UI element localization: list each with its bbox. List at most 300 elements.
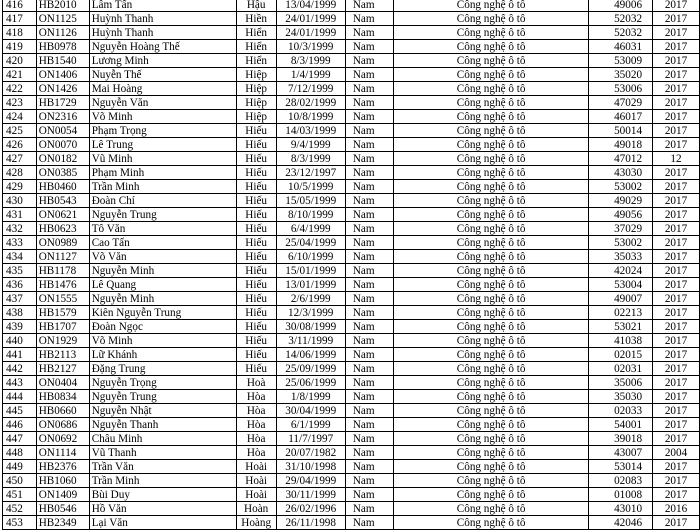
enroll-year-cell: 2017: [653, 124, 700, 138]
birth-date-cell: 14/03/1999: [276, 124, 345, 138]
major-cell: Công nghệ ô tô: [394, 432, 589, 446]
gender-cell: Nam: [345, 222, 393, 236]
given-name-cell: Hòa: [236, 432, 276, 446]
given-name-cell: Hiếu: [236, 250, 276, 264]
major-cell: Công nghệ ô tô: [394, 502, 589, 516]
birth-date-cell: 2/6/1999: [276, 292, 345, 306]
row-number-cell: 451: [3, 488, 37, 502]
class-code-cell: 39018: [588, 432, 652, 446]
table-row: [3, 362, 700, 376]
given-name-cell: Hiếu: [236, 362, 276, 376]
row-number-cell: 444: [3, 390, 37, 404]
row-number-cell: 445: [3, 404, 37, 418]
major-cell: Công nghệ ô tô: [394, 362, 589, 376]
given-name-cell: Hoà: [236, 376, 276, 390]
family-name-cell: Huỳnh Thanh: [89, 12, 236, 26]
class-code-cell: 42046: [588, 516, 652, 530]
family-name-cell: Lê Trung: [89, 138, 236, 152]
given-name-cell: Hiếu: [236, 138, 276, 152]
table-row: [3, 334, 700, 348]
row-number-cell: 426: [3, 138, 37, 152]
row-number-cell: 452: [3, 502, 37, 516]
row-number-cell: 421: [3, 68, 37, 82]
student-code-cell: HB0978: [36, 40, 89, 54]
class-code-cell: 52032: [588, 12, 652, 26]
class-code-cell: 41038: [588, 334, 652, 348]
given-name-cell: Hiếu: [236, 194, 276, 208]
major-cell: Công nghệ ô tô: [394, 348, 589, 362]
table-row: [3, 446, 700, 460]
enroll-year-cell: 2017: [653, 110, 700, 124]
given-name-cell: Hiển: [236, 40, 276, 54]
class-code-cell: 46031: [588, 40, 652, 54]
row-number-cell: 446: [3, 418, 37, 432]
enroll-year-cell: 2017: [653, 278, 700, 292]
class-code-cell: 02015: [588, 348, 652, 362]
row-number-cell: 440: [3, 334, 37, 348]
given-name-cell: Hoài: [236, 488, 276, 502]
family-name-cell: Nguyễn Văn: [89, 96, 236, 110]
table-row: [3, 40, 700, 54]
class-code-cell: 47029: [588, 96, 652, 110]
family-name-cell: Lương Minh: [89, 54, 236, 68]
major-cell: Công nghệ ô tô: [394, 334, 589, 348]
family-name-cell: Lâm Tấn: [89, 0, 236, 12]
class-code-cell: 43007: [588, 446, 652, 460]
class-code-cell: 50014: [588, 124, 652, 138]
row-number-cell: 439: [3, 320, 37, 334]
given-name-cell: Hòa: [236, 404, 276, 418]
birth-date-cell: 30/04/1999: [276, 404, 345, 418]
class-code-cell: 53014: [588, 460, 652, 474]
table-row: [3, 390, 700, 404]
gender-cell: Nam: [345, 432, 393, 446]
major-cell: Công nghệ ô tô: [394, 390, 589, 404]
table-row: [3, 236, 700, 250]
gender-cell: Nam: [345, 320, 393, 334]
gender-cell: Nam: [345, 96, 393, 110]
enroll-year-cell: 2017: [653, 390, 700, 404]
major-cell: Công nghệ ô tô: [394, 96, 589, 110]
table-row: [3, 264, 700, 278]
enroll-year-cell: 2017: [653, 26, 700, 40]
table-row: [3, 152, 700, 166]
table-row: [3, 348, 700, 362]
family-name-cell: Phạm Minh: [89, 166, 236, 180]
table-row: [3, 26, 700, 40]
student-code-cell: HB2010: [36, 0, 89, 12]
family-name-cell: Nguyễn Thanh: [89, 418, 236, 432]
family-name-cell: Trần Minh: [89, 474, 236, 488]
major-cell: Công nghệ ô tô: [394, 40, 589, 54]
family-name-cell: Châu Minh: [89, 432, 236, 446]
gender-cell: Nam: [345, 404, 393, 418]
table-row: [3, 502, 700, 516]
class-code-cell: 43010: [588, 502, 652, 516]
gender-cell: Nam: [345, 194, 393, 208]
birth-date-cell: 1/4/1999: [276, 68, 345, 82]
student-code-cell: ON0621: [36, 208, 89, 222]
row-number-cell: 416: [3, 0, 37, 12]
gender-cell: Nam: [345, 236, 393, 250]
enroll-year-cell: 2017: [653, 432, 700, 446]
class-code-cell: 47012: [588, 152, 652, 166]
gender-cell: Nam: [345, 82, 393, 96]
student-code-cell: ON1929: [36, 334, 89, 348]
birth-date-cell: 24/01/1999: [276, 12, 345, 26]
table-row: [3, 110, 700, 124]
family-name-cell: Nguyễn Trung: [89, 208, 236, 222]
table-row: [3, 194, 700, 208]
enroll-year-cell: 2017: [653, 404, 700, 418]
student-code-cell: HB0623: [36, 222, 89, 236]
enroll-year-cell: 2017: [653, 40, 700, 54]
family-name-cell: Phạm Trọng: [89, 124, 236, 138]
enroll-year-cell: 2017: [653, 82, 700, 96]
birth-date-cell: 10/8/1999: [276, 110, 345, 124]
gender-cell: Nam: [345, 446, 393, 460]
major-cell: Công nghệ ô tô: [394, 264, 589, 278]
given-name-cell: Hòa: [236, 390, 276, 404]
student-code-cell: HB0543: [36, 194, 89, 208]
family-name-cell: Võ Minh: [89, 110, 236, 124]
student-code-cell: HB2127: [36, 362, 89, 376]
major-cell: Công nghệ ô tô: [394, 138, 589, 152]
gender-cell: Nam: [345, 474, 393, 488]
gender-cell: Nam: [345, 418, 393, 432]
family-name-cell: Cao Tấn: [89, 236, 236, 250]
birth-date-cell: 26/11/1998: [276, 516, 345, 530]
row-number-cell: 443: [3, 376, 37, 390]
major-cell: Công nghệ ô tô: [394, 320, 589, 334]
gender-cell: Nam: [345, 208, 393, 222]
given-name-cell: Hiếu: [236, 348, 276, 362]
table-row: [3, 516, 700, 530]
major-cell: Công nghệ ô tô: [394, 278, 589, 292]
birth-date-cell: 11/7/1997: [276, 432, 345, 446]
row-number-cell: 441: [3, 348, 37, 362]
class-code-cell: 35033: [588, 250, 652, 264]
enroll-year-cell: 2017: [653, 306, 700, 320]
birth-date-cell: 30/11/1999: [276, 488, 345, 502]
gender-cell: Nam: [345, 110, 393, 124]
family-name-cell: Lữ Khánh: [89, 348, 236, 362]
birth-date-cell: 10/3/1999: [276, 40, 345, 54]
class-code-cell: 35020: [588, 68, 652, 82]
given-name-cell: Hiếu: [236, 180, 276, 194]
family-name-cell: Nguyễn Trung: [89, 390, 236, 404]
birth-date-cell: 13/04/1999: [276, 0, 345, 12]
class-code-cell: 35006: [588, 376, 652, 390]
given-name-cell: Hiển: [236, 54, 276, 68]
table-row: [3, 488, 700, 502]
family-name-cell: Vũ Thanh: [89, 446, 236, 460]
class-code-cell: 42024: [588, 264, 652, 278]
student-code-cell: HB1476: [36, 278, 89, 292]
major-cell: Công nghệ ô tô: [394, 460, 589, 474]
row-number-cell: 419: [3, 40, 37, 54]
major-cell: Công nghệ ô tô: [394, 474, 589, 488]
row-number-cell: 424: [3, 110, 37, 124]
gender-cell: Nam: [345, 460, 393, 474]
given-name-cell: Hiếu: [236, 152, 276, 166]
gender-cell: Nam: [345, 26, 393, 40]
birth-date-cell: 23/12/1997: [276, 166, 345, 180]
birth-date-cell: 1/8/1999: [276, 390, 345, 404]
class-code-cell: 35030: [588, 390, 652, 404]
class-code-cell: 37029: [588, 222, 652, 236]
student-code-cell: ON0686: [36, 418, 89, 432]
student-code-cell: HB2349: [36, 516, 89, 530]
gender-cell: Nam: [345, 292, 393, 306]
family-name-cell: Nguyễn Minh: [89, 264, 236, 278]
enroll-year-cell: 2017: [653, 362, 700, 376]
family-name-cell: Kiên Nguyễn Trung: [89, 306, 236, 320]
birth-date-cell: 8/3/1999: [276, 54, 345, 68]
class-code-cell: 02213: [588, 306, 652, 320]
birth-date-cell: 6/4/1999: [276, 222, 345, 236]
birth-date-cell: 25/04/1999: [276, 236, 345, 250]
given-name-cell: Hiếu: [236, 320, 276, 334]
gender-cell: Nam: [345, 306, 393, 320]
major-cell: Công nghệ ô tô: [394, 82, 589, 96]
given-name-cell: Hiếu: [236, 306, 276, 320]
class-code-cell: 49056: [588, 208, 652, 222]
birth-date-cell: 14/06/1999: [276, 348, 345, 362]
student-code-cell: ON1555: [36, 292, 89, 306]
table-row: [3, 208, 700, 222]
row-number-cell: 453: [3, 516, 37, 530]
class-code-cell: 43030: [588, 166, 652, 180]
gender-cell: Nam: [345, 12, 393, 26]
birth-date-cell: 15/01/1999: [276, 264, 345, 278]
given-name-cell: Hòa: [236, 418, 276, 432]
student-code-cell: HB2376: [36, 460, 89, 474]
student-code-cell: HB0546: [36, 502, 89, 516]
student-code-cell: ON1406: [36, 68, 89, 82]
enroll-year-cell: 2017: [653, 292, 700, 306]
given-name-cell: Hiệp: [236, 82, 276, 96]
class-code-cell: 46017: [588, 110, 652, 124]
row-number-cell: 433: [3, 236, 37, 250]
gender-cell: Nam: [345, 376, 393, 390]
major-cell: Công nghệ ô tô: [394, 404, 589, 418]
gender-cell: Nam: [345, 166, 393, 180]
given-name-cell: Hiếu: [236, 124, 276, 138]
major-cell: Công nghệ ô tô: [394, 446, 589, 460]
birth-date-cell: 26/02/1996: [276, 502, 345, 516]
class-code-cell: 53021: [588, 320, 652, 334]
gender-cell: Nam: [345, 152, 393, 166]
given-name-cell: Hậu: [236, 0, 276, 12]
family-name-cell: Võ Văn: [89, 250, 236, 264]
enroll-year-cell: 2016: [653, 502, 700, 516]
table-row: [3, 418, 700, 432]
major-cell: Công nghệ ô tô: [394, 166, 589, 180]
family-name-cell: Hồ Văn: [89, 502, 236, 516]
family-name-cell: Nguyễn Nhật: [89, 404, 236, 418]
enroll-year-cell: 2017: [653, 12, 700, 26]
table-row: [3, 96, 700, 110]
table-row: [3, 54, 700, 68]
gender-cell: Nam: [345, 516, 393, 530]
student-code-cell: HB2113: [36, 348, 89, 362]
table-row: [3, 292, 700, 306]
family-name-cell: Lê Quang: [89, 278, 236, 292]
row-number-cell: 429: [3, 180, 37, 194]
table-row: [3, 474, 700, 488]
enroll-year-cell: 2017: [653, 348, 700, 362]
family-name-cell: Huỳnh Thanh: [89, 26, 236, 40]
enroll-year-cell: 12: [653, 152, 700, 166]
student-code-cell: ON2316: [36, 110, 89, 124]
student-code-cell: ON1126: [36, 26, 89, 40]
row-number-cell: 435: [3, 264, 37, 278]
row-number-cell: 418: [3, 26, 37, 40]
family-name-cell: Tô Văn: [89, 222, 236, 236]
table-row: [3, 12, 700, 26]
enroll-year-cell: 2017: [653, 516, 700, 530]
major-cell: Công nghệ ô tô: [394, 12, 589, 26]
row-number-cell: 423: [3, 96, 37, 110]
enroll-year-cell: 2017: [653, 68, 700, 82]
row-number-cell: 449: [3, 460, 37, 474]
family-name-cell: Trần Văn: [89, 460, 236, 474]
student-table: [2, 0, 700, 530]
given-name-cell: Hiếu: [236, 292, 276, 306]
table-row: [3, 124, 700, 138]
enroll-year-cell: 2017: [653, 166, 700, 180]
gender-cell: Nam: [345, 250, 393, 264]
row-number-cell: 422: [3, 82, 37, 96]
table-row: [3, 250, 700, 264]
enroll-year-cell: 2017: [653, 474, 700, 488]
table-row: [3, 376, 700, 390]
birth-date-cell: 15/05/1999: [276, 194, 345, 208]
row-number-cell: 442: [3, 362, 37, 376]
given-name-cell: Hiếu: [236, 166, 276, 180]
gender-cell: Nam: [345, 68, 393, 82]
enroll-year-cell: 2017: [653, 222, 700, 236]
table-row: [3, 180, 700, 194]
gender-cell: Nam: [345, 334, 393, 348]
family-name-cell: Đặng Trung: [89, 362, 236, 376]
class-code-cell: 53002: [588, 180, 652, 194]
enroll-year-cell: 2017: [653, 418, 700, 432]
student-code-cell: ON1125: [36, 12, 89, 26]
birth-date-cell: 10/5/1999: [276, 180, 345, 194]
table-row: [3, 306, 700, 320]
family-name-cell: Bùi Duy: [89, 488, 236, 502]
birth-date-cell: 6/1/1999: [276, 418, 345, 432]
student-code-cell: HB0460: [36, 180, 89, 194]
family-name-cell: Võ Minh: [89, 334, 236, 348]
given-name-cell: Hiền: [236, 12, 276, 26]
birth-date-cell: 13/01/1999: [276, 278, 345, 292]
student-code-cell: ON0692: [36, 432, 89, 446]
birth-date-cell: 30/08/1999: [276, 320, 345, 334]
student-code-cell: ON1127: [36, 250, 89, 264]
given-name-cell: Hiếu: [236, 222, 276, 236]
given-name-cell: Hiệp: [236, 110, 276, 124]
major-cell: Công nghệ ô tô: [394, 516, 589, 530]
table-row: [3, 82, 700, 96]
birth-date-cell: 29/04/1999: [276, 474, 345, 488]
family-name-cell: Nguyễn Minh: [89, 292, 236, 306]
given-name-cell: Hòa: [236, 446, 276, 460]
major-cell: Công nghệ ô tô: [394, 236, 589, 250]
table-row: [3, 138, 700, 152]
table-row: [3, 0, 700, 12]
student-code-cell: ON0054: [36, 124, 89, 138]
class-code-cell: 49006: [588, 0, 652, 12]
family-name-cell: Mai Hoàng: [89, 82, 236, 96]
family-name-cell: Đoàn Ngọc: [89, 320, 236, 334]
family-name-cell: Nguyễn Hoàng Thế: [89, 40, 236, 54]
table-row: [3, 222, 700, 236]
student-code-cell: HB1540: [36, 54, 89, 68]
enroll-year-cell: 2017: [653, 236, 700, 250]
gender-cell: Nam: [345, 390, 393, 404]
enroll-year-cell: 2017: [653, 460, 700, 474]
given-name-cell: Hiếu: [236, 334, 276, 348]
birth-date-cell: 9/4/1999: [276, 138, 345, 152]
birth-date-cell: 28/02/1999: [276, 96, 345, 110]
birth-date-cell: 7/12/1999: [276, 82, 345, 96]
given-name-cell: Hiệp: [236, 96, 276, 110]
major-cell: Công nghệ ô tô: [394, 0, 589, 12]
student-code-cell: ON1114: [36, 446, 89, 460]
row-number-cell: 417: [3, 12, 37, 26]
major-cell: Công nghệ ô tô: [394, 208, 589, 222]
enroll-year-cell: 2017: [653, 96, 700, 110]
family-name-cell: Nuyễn Thế: [89, 68, 236, 82]
given-name-cell: Hiển: [236, 26, 276, 40]
gender-cell: Nam: [345, 362, 393, 376]
table-row: [3, 320, 700, 334]
student-code-cell: HB1178: [36, 264, 89, 278]
gender-cell: Nam: [345, 502, 393, 516]
family-name-cell: Lại Văn: [89, 516, 236, 530]
class-code-cell: 53009: [588, 54, 652, 68]
table-row: [3, 404, 700, 418]
enroll-year-cell: 2017: [653, 264, 700, 278]
birth-date-cell: 20/07/1982: [276, 446, 345, 460]
gender-cell: Nam: [345, 40, 393, 54]
row-number-cell: 448: [3, 446, 37, 460]
class-code-cell: 54001: [588, 418, 652, 432]
class-code-cell: 02031: [588, 362, 652, 376]
major-cell: Công nghệ ô tô: [394, 54, 589, 68]
enroll-year-cell: 2017: [653, 488, 700, 502]
student-code-cell: ON1409: [36, 488, 89, 502]
table-row: [3, 460, 700, 474]
row-number-cell: 431: [3, 208, 37, 222]
class-code-cell: 02083: [588, 474, 652, 488]
row-number-cell: 420: [3, 54, 37, 68]
student-code-cell: ON0385: [36, 166, 89, 180]
major-cell: Công nghệ ô tô: [394, 376, 589, 390]
major-cell: Công nghệ ô tô: [394, 110, 589, 124]
enroll-year-cell: 2004: [653, 446, 700, 460]
student-code-cell: ON0989: [36, 236, 89, 250]
student-code-cell: ON1426: [36, 82, 89, 96]
class-code-cell: 49018: [588, 138, 652, 152]
birth-date-cell: 8/10/1999: [276, 208, 345, 222]
major-cell: Công nghệ ô tô: [394, 180, 589, 194]
table-row: [3, 166, 700, 180]
row-number-cell: 436: [3, 278, 37, 292]
